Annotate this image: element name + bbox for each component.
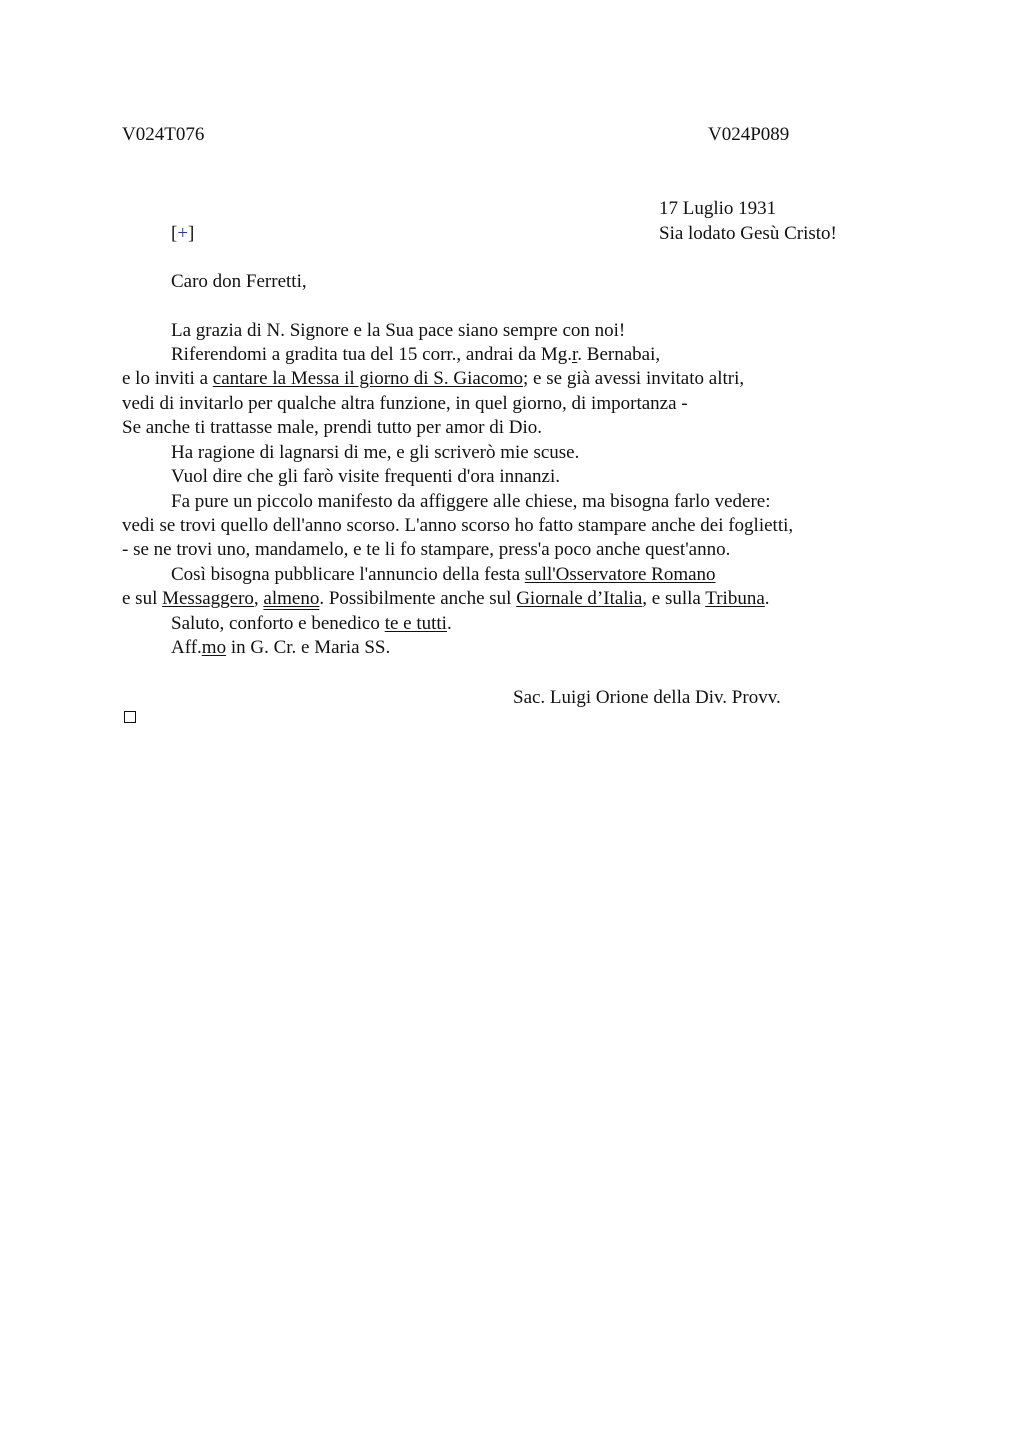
document-code-right: V024P089 <box>708 124 790 145</box>
body-line: - se ne trovi uno, mandamelo, e te li fo stampare, press'a poco anche quest'anno. <box>122 539 731 560</box>
cross-symbol: [+] <box>171 223 195 244</box>
body-line: Così bisogna pubblicare l'annuncio della festa sull'Osservatore Romano <box>171 564 716 585</box>
body-line: Ha ragione di lagnarsi di me, e gli scriverò mie scuse. <box>171 442 580 463</box>
body-line: Riferendomi a gradita tua del 15 corr., andrai da Mg.r. Bernabai, <box>171 344 661 365</box>
body-line: vedi se trovi quello dell'anno scorso. L'anno scorso ho fatto stampare anche dei foglietti, <box>122 515 794 536</box>
greeting: Caro don Ferretti, <box>171 271 307 292</box>
body-line: Se anche ti trattasse male, prendi tutto per amor di Dio. <box>122 417 542 438</box>
letter-date: 17 Luglio 1931 <box>659 198 777 219</box>
closing-line: Aff.mo in G. Cr. e Maria SS. <box>171 637 391 658</box>
body-line: Vuol dire che gli farò visite frequenti d'ora innanzi. <box>171 466 561 487</box>
salutation-right: Sia lodato Gesù Cristo! <box>659 223 837 244</box>
body-line: vedi di invitarlo per qualche altra funzione, in quel giorno, di importanza - <box>122 393 688 414</box>
checkbox-square-icon <box>124 711 136 723</box>
body-line: La grazia di N. Signore e la Sua pace siano sempre con noi! <box>171 320 626 341</box>
body-line: e lo inviti a cantare la Messa il giorno di S. Giacomo; e se già avessi invitato altri, <box>122 368 745 389</box>
body-line: Fa pure un piccolo manifesto da affiggere alle chiese, ma bisogna farlo vedere: <box>171 491 771 512</box>
body-line: Saluto, conforto e benedico te e tutti. <box>171 613 452 634</box>
document-code-left: V024T076 <box>122 124 205 145</box>
cross-icon: + <box>177 223 189 244</box>
body-line: e sul Messaggero, almeno. Possibilmente anche sul Giornale d’Italia, e sulla Tribuna. <box>122 588 770 609</box>
signature: Sac. Luigi Orione della Div. Provv. <box>513 687 781 708</box>
